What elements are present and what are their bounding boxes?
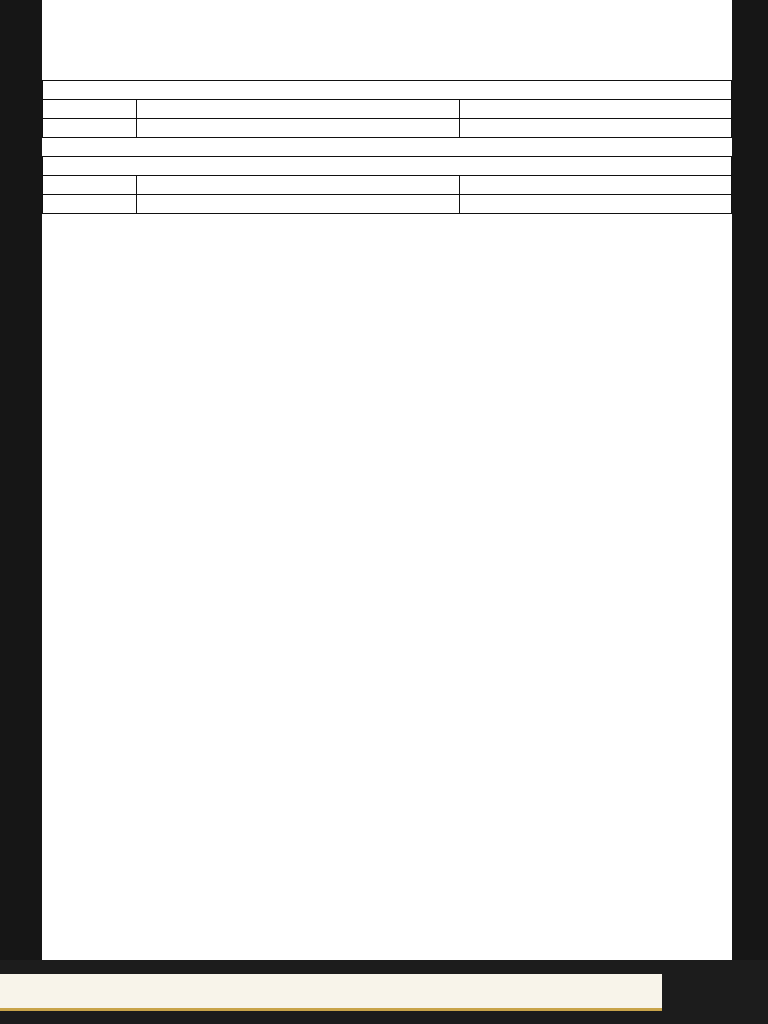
topic-cell [137,119,460,138]
column-header-row [43,100,732,119]
document-header [42,0,732,80]
title-line [42,22,732,36]
topic-line [140,120,453,135]
speaker-column-header [459,176,731,195]
speaker-cell [459,195,731,214]
column-header-row [43,176,732,195]
schedule-body [43,81,732,214]
time-column-header [43,176,137,195]
footer-band [0,968,768,1024]
title-line [42,36,732,50]
topic-cell [137,195,460,214]
topic-column-header [137,100,460,119]
time-column-header [43,100,137,119]
speaker-line [463,120,725,135]
footer-bar [0,974,662,1011]
schedule-table [42,80,732,214]
document-page [42,0,732,960]
day-spacer [43,138,732,157]
speaker-column-header [459,100,731,119]
right-frame [726,0,768,960]
title-line [42,50,732,64]
time-cell [43,195,137,214]
speaker-line [463,196,725,211]
left-frame [0,0,42,960]
day-heading-row [43,81,732,100]
spacer-cell [43,138,732,157]
time-cell [43,119,137,138]
day-heading [43,157,732,176]
topic-line [140,196,453,211]
day-heading-row [43,157,732,176]
schedule-row [43,195,732,214]
schedule-row [43,119,732,138]
speaker-cell [459,119,731,138]
topic-column-header [137,176,460,195]
day-heading [43,81,732,100]
